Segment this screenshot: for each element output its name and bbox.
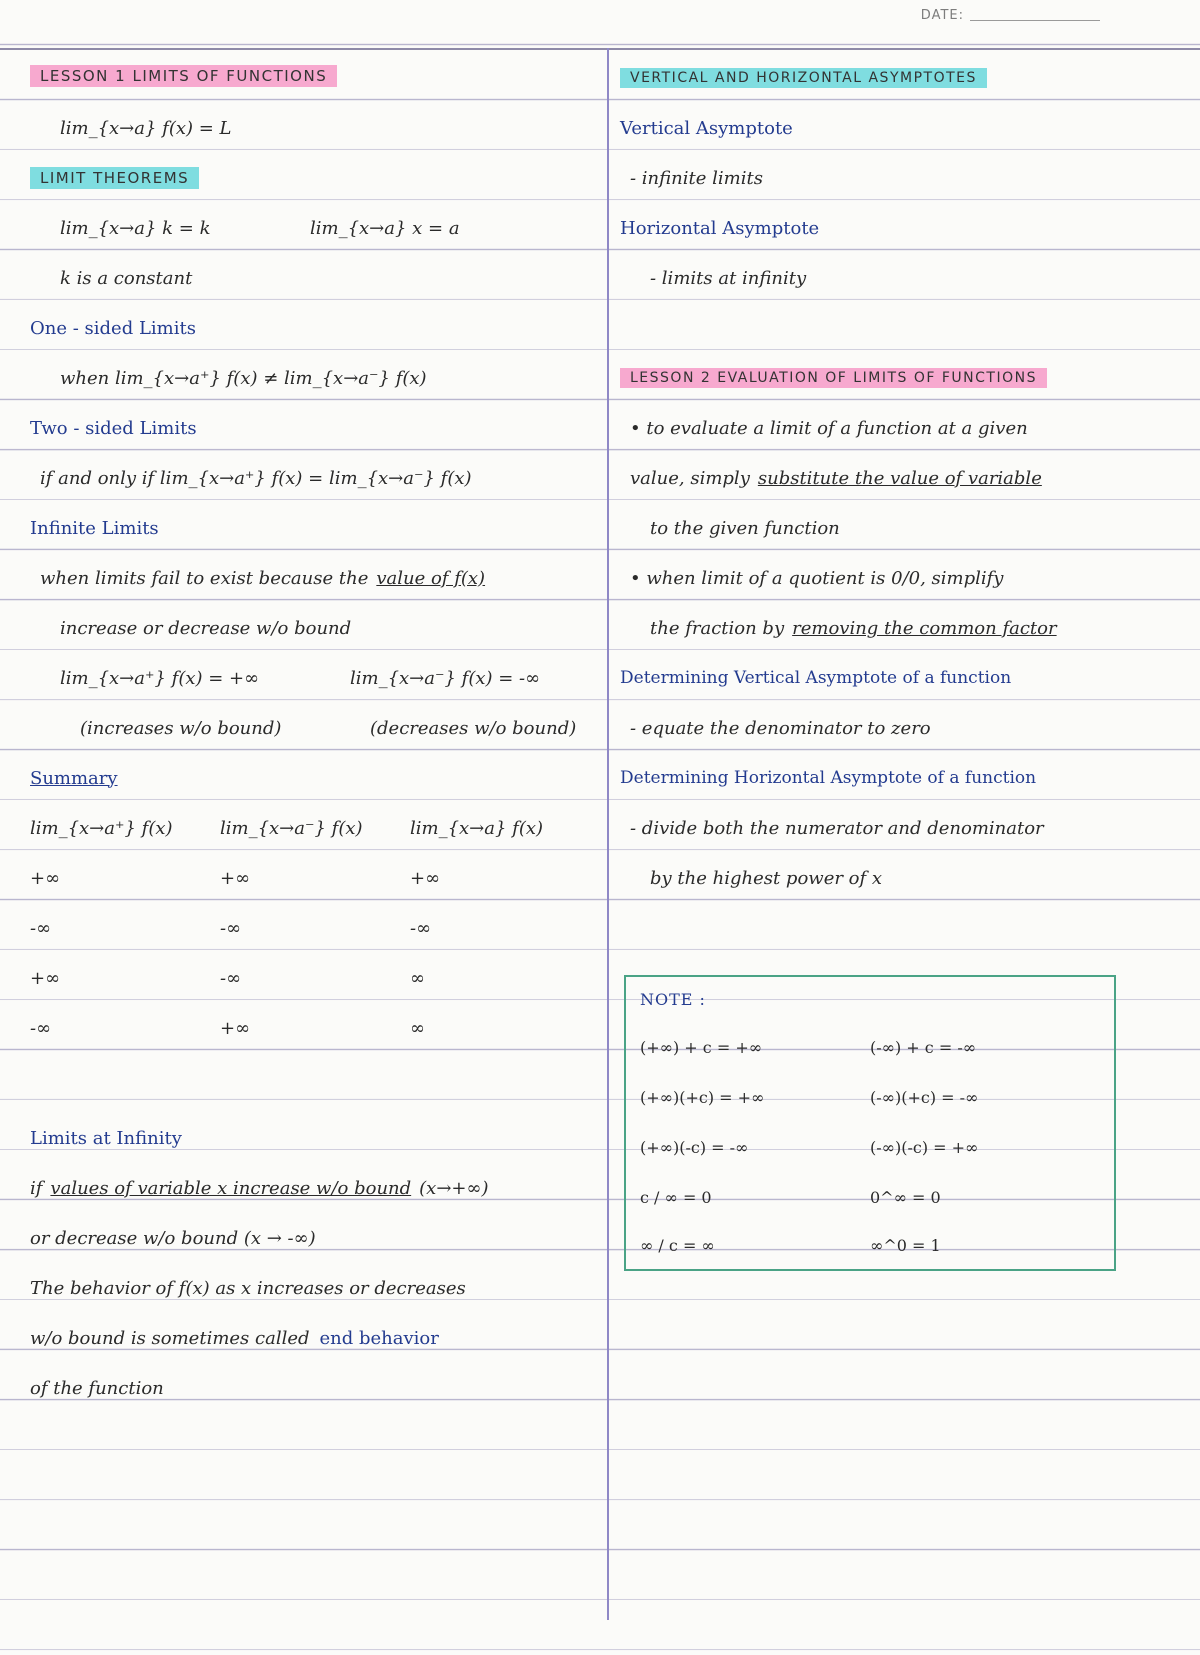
inf-eq1: lim_{x→a⁺} f(x) = +∞: [60, 667, 260, 689]
note-box: [624, 975, 1116, 1271]
at-infinity-heading: Limits at Infinity: [30, 1127, 182, 1149]
summary-heading-line: [30, 758, 600, 798]
summary-header-cell: lim_{x→a} f(x): [410, 817, 544, 839]
at-inf-text1-a: if: [30, 1177, 43, 1199]
vertical-text: - infinite limits: [630, 167, 763, 189]
theorem-note-line: [30, 258, 630, 298]
two-sided-heading-line: [30, 408, 600, 448]
eval-text5-a: the fraction by: [650, 617, 785, 639]
at-inf-text1-c: (x→+∞): [419, 1177, 489, 1199]
summary-row: [30, 908, 600, 948]
horizontal-heading-line: [620, 208, 1190, 248]
inf-note1: (increases w/o bound): [80, 717, 282, 739]
vertical-text-line: [620, 158, 1200, 198]
at-inf-text3: The behavior of f(x) as x increases or decreases: [30, 1277, 466, 1299]
summary-header-cell: lim_{x→a⁻} f(x): [220, 817, 363, 839]
at-infinity-heading-line: [30, 1118, 600, 1158]
eval-text4-line: [620, 558, 1200, 598]
lesson1-title: LESSON 1 LIMITS OF FUNCTIONS: [30, 65, 337, 87]
one-sided-when: when lim_{x→a⁺} f(x) ≠ lim_{x→a⁻} f(x): [60, 367, 427, 389]
summary-cell: +∞: [30, 967, 61, 989]
vertical-heading-line: [620, 108, 1190, 148]
note-cell: (+∞)(-c) = -∞: [640, 1137, 749, 1157]
lesson1-title-line: [30, 56, 600, 96]
two-sided-text-line: [30, 458, 610, 498]
note-cell: (-∞) + c = -∞: [870, 1037, 977, 1057]
summary-heading: Summary: [30, 767, 118, 789]
theorems-heading: LIMIT THEOREMS: [30, 167, 199, 189]
summary-cell: +∞: [220, 1017, 251, 1039]
eval-text5-b: removing the common factor: [792, 617, 1057, 639]
theorem-note: k is a constant: [60, 267, 193, 289]
note-cell: ∞^0 = 1: [870, 1235, 941, 1255]
note-cell: (-∞)(-c) = +∞: [870, 1137, 979, 1157]
at-infinity-text4-line: [30, 1318, 600, 1358]
summary-cell: -∞: [220, 917, 242, 939]
det-horizontal-text1-line: [620, 808, 1200, 848]
summary-header-cell: lim_{x→a⁺} f(x): [30, 817, 173, 839]
horizontal-text: - limits at infinity: [650, 267, 807, 289]
at-inf-text4-b: end behavior: [319, 1327, 439, 1349]
infinite-text2: increase or decrease w/o bound: [60, 617, 352, 639]
infinite-text-b: value of f(x): [376, 567, 486, 589]
one-sided-when-line: [30, 358, 630, 398]
at-inf-text5: of the function: [30, 1377, 164, 1399]
summary-row: [30, 858, 600, 898]
det-horizontal-heading: Determining Horizontal Asymptote of a function: [620, 768, 1037, 788]
det-horizontal-text2-line: [620, 858, 1200, 898]
note-title: NOTE :: [640, 989, 706, 1009]
eval-text2-b: substitute the value of variable: [757, 467, 1042, 489]
note-cell: c / ∞ = 0: [640, 1187, 712, 1207]
note-cell: (+∞) + c = +∞: [640, 1037, 763, 1057]
lesson2-title-line: [620, 358, 1190, 398]
summary-row: [30, 1008, 600, 1048]
at-infinity-text1-line: [30, 1168, 600, 1208]
det-horizontal-text1: - divide both the numerator and denominator: [630, 817, 1044, 839]
theorems-heading-line: [30, 158, 600, 198]
two-sided-heading: Two - sided Limits: [30, 417, 197, 439]
eval-text5-line: [620, 608, 1200, 648]
date-rule: [970, 20, 1100, 21]
note-row: [640, 1225, 1100, 1265]
theorem-eq1: lim_{x→a} k = k: [60, 217, 211, 239]
inf-note2: (decreases w/o bound): [370, 717, 577, 739]
note-row: [640, 1077, 1100, 1117]
infinite-text-a: when limits fail to exist because the: [40, 567, 369, 589]
summary-cell: +∞: [30, 867, 61, 889]
asymptotes-title-line: [620, 58, 1190, 98]
eval-text2-line: [620, 458, 1200, 498]
date-label: DATE:: [920, 8, 964, 23]
det-vertical-heading: Determining Vertical Asymptote of a function: [620, 668, 1012, 688]
at-inf-text4-a: w/o bound is sometimes called: [30, 1327, 310, 1349]
infinite-heading-line: [30, 508, 600, 548]
note-title-line: [640, 979, 1100, 1019]
eval-text3: to the given function: [650, 517, 840, 539]
det-vertical-text: - equate the denominator to zero: [630, 717, 931, 739]
summary-cell: -∞: [410, 917, 432, 939]
note-row: [640, 1177, 1100, 1217]
lesson2-title: LESSON 2 EVALUATION OF LIMITS OF FUNCTIONS: [620, 368, 1047, 388]
note-row: [640, 1127, 1100, 1167]
note-cell: 0^∞ = 0: [870, 1187, 941, 1207]
at-infinity-text3-line: [30, 1268, 600, 1308]
theorem-equations-line: [30, 208, 630, 248]
eval-text1: • to evaluate a limit of a function at a given: [630, 417, 1028, 439]
infinite-heading: Infinite Limits: [30, 517, 159, 539]
at-infinity-text5-line: [30, 1368, 600, 1408]
eval-text1-line: [620, 408, 1200, 448]
limit-definition-line: [30, 108, 630, 148]
note-cell: ∞ / c = ∞: [640, 1235, 715, 1255]
summary-cell: -∞: [220, 967, 242, 989]
infinite-text-line: [30, 558, 610, 598]
det-horizontal-heading-line: [620, 758, 1190, 798]
infinite-equations-line: [30, 658, 630, 698]
vertical-heading: Vertical Asymptote: [620, 117, 793, 139]
inf-eq2: lim_{x→a⁻} f(x) = -∞: [350, 667, 541, 689]
det-vertical-text-line: [620, 708, 1200, 748]
asymptotes-title: VERTICAL AND HORIZONTAL ASYMPTOTES: [620, 68, 987, 88]
horizontal-heading: Horizontal Asymptote: [620, 217, 820, 239]
summary-cell: -∞: [30, 1017, 52, 1039]
theorem-eq2: lim_{x→a} x = a: [310, 217, 460, 239]
summary-cell: ∞: [410, 967, 425, 989]
one-sided-heading: One - sided Limits: [30, 317, 196, 339]
note-row: [640, 1027, 1100, 1067]
summary-cell: +∞: [220, 867, 251, 889]
infinite-notes-line: [30, 708, 630, 748]
infinite-text2-line: [30, 608, 630, 648]
summary-cell: ∞: [410, 1017, 425, 1039]
summary-cell: -∞: [30, 917, 52, 939]
two-sided-text: if and only if lim_{x→a⁺} f(x) = lim_{x→a⁻} f(x): [40, 467, 472, 489]
eval-text4: • when limit of a quotient is 0/0, simplify: [630, 567, 1004, 589]
note-cell: (+∞)(+c) = +∞: [640, 1087, 765, 1107]
horizontal-text-line: [620, 258, 1200, 298]
summary-row: [30, 958, 600, 998]
at-inf-text1-b: values of variable x increase w/o bound: [50, 1177, 412, 1199]
det-vertical-heading-line: [620, 658, 1190, 698]
eval-text3-line: [620, 508, 1200, 548]
at-infinity-text2-line: [30, 1218, 600, 1258]
eval-text2-a: value, simply: [630, 467, 750, 489]
one-sided-heading-line: [30, 308, 600, 348]
date-field: [921, 8, 1100, 23]
top-margin-line: [0, 48, 1200, 50]
summary-header-row: [30, 808, 600, 848]
limit-definition: lim_{x→a} f(x) = L: [60, 117, 232, 139]
at-inf-text2: or decrease w/o bound (x → -∞): [30, 1227, 316, 1249]
note-cell: (-∞)(+c) = -∞: [870, 1087, 979, 1107]
det-horizontal-text2: by the highest power of x: [650, 867, 883, 889]
summary-cell: +∞: [410, 867, 441, 889]
